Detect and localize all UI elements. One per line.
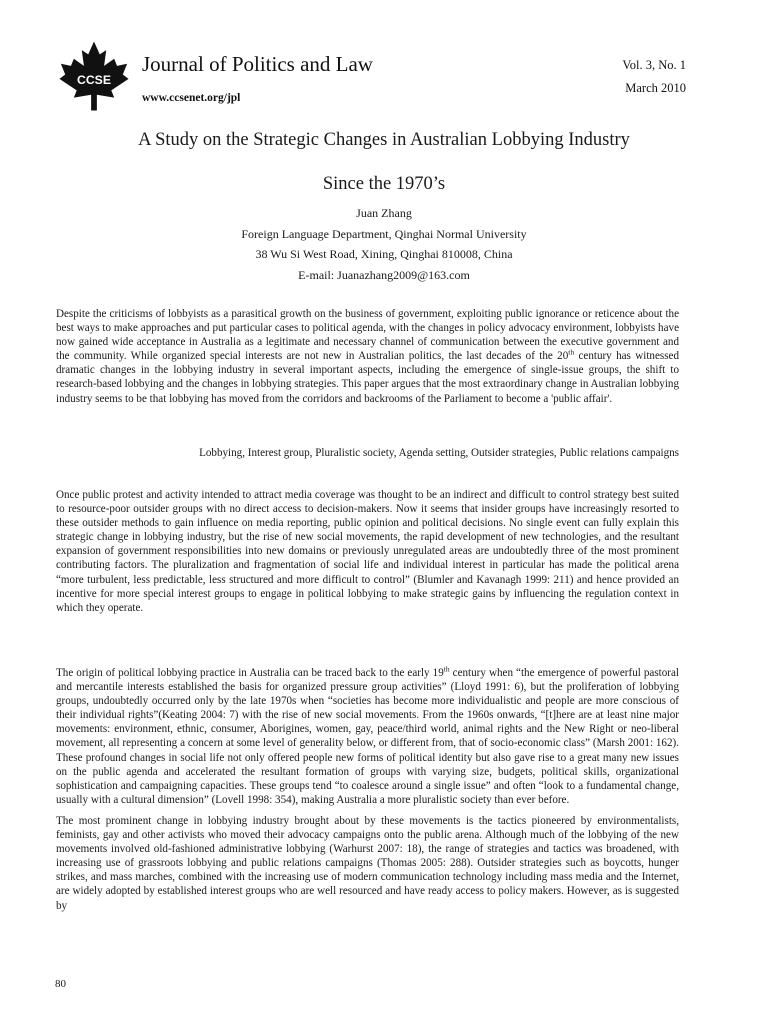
- abstract-text-a: Despite the criticisms of lobbyists as a parasitical growth on the business of government, exploiting public ignorance or reticence about the best ways to make approaches and put particular cases to political agenda, with the changes in policy advocacy environment, lobbyists have now gained wide acceptance in Australia as a legitimate and necessary channel of communication between the executive government and the community. While organized special interests are not new in Australian politics, the last decades of the 20: [56, 308, 679, 363]
- abstract: [56, 307, 679, 413]
- author-info: [40, 203, 728, 285]
- section-origin: [56, 666, 679, 920]
- body-text-a: The origin of political lobbying practice in Australia can be traced back to the early 19: [56, 667, 444, 679]
- section-introduction: [56, 488, 679, 622]
- author-address: 38 Wu Si West Road, Xining, Qinghai 810008, China: [255, 247, 513, 261]
- journal-url[interactable]: www.ccsenet.org/jpl: [142, 92, 241, 104]
- journal-header: [58, 40, 698, 120]
- body-paragraph: [56, 666, 679, 807]
- abstract-paragraph: [56, 307, 679, 406]
- body-superscript: th: [443, 664, 450, 674]
- page-number: 80: [55, 978, 66, 990]
- article-title: [40, 128, 728, 196]
- logo-text: CCSE: [77, 72, 111, 87]
- body-paragraph: Once public protest and activity intended to attract media coverage was thought to be an indirect and difficult to control strategy best suited to resource-poor outsider groups with no direct access to decision-makers. Now it seems that insider groups have increasingly resorted to these outsider methods to gain influence on media reporting, public opinion and political decisions. No single event can fully explain this strategic change in lobbying industry, but the rise of new social movements, the rapid development of new technologies, and the resultant expansion of government responsibilities into new domains or previously unregulated areas are undoubtedly three of the most prominent contributing factors. The pluralization and fragmentation of social life and individual interest in particular has made the political arena “more turbulent, less predictable, less structured and more difficult to control” (Blumler and Kavanagh 1999: 211) and hence provided an incentive for more special interest groups to engage in political lobbying to make strategic gains by influencing the regulation context in which they operate.: [56, 489, 679, 614]
- issue-date: March 2010: [625, 81, 686, 95]
- maple-leaf-logo-icon: [58, 40, 130, 112]
- abstract-superscript: th: [568, 347, 575, 357]
- author-email[interactable]: E-mail: Juanazhang2009@163.com: [298, 267, 470, 282]
- journal-title: Journal of Politics and Law: [142, 52, 373, 76]
- body-text-b: century when “the emergence of powerful pastoral and mercantile interests established the basis for organized pressure group activities” (Lloyd 1991: 6), but the proliferation of lobbying groups, undoubtedly occurred only by the late 1970s when “societies has become more individualistic and people are more conscious of their individual rights”(Keating 2004: 7) with the rise of new social movements. From the 1960s onwards, “[t]here are at least nine major movements: environment, ethnic, consumer, Aborigines, women, gay, peace/third world, animal rights and the New Right or neo-liberal movement, all representing a concern at some level of generality below, or different from, that of socio-economic class” (Marsh 2001: 162). These profound changes in social life not only offered people new forms of political identity but also gave rise to a great many new issues on the public agenda and accelerated the resultant formation of groups with varying size, budgets, political skills, organizational sophistication and campaigning capacities. These groups tend “to coalesce around a single issue” and often “look to a fundamental change, usually with a cultural dimension” (Lovell 1998: 354), making Australia a more pluralistic society than ever before.: [56, 667, 679, 806]
- volume-number: Vol. 3, No. 1: [622, 58, 686, 72]
- author-name: Juan Zhang: [356, 206, 412, 220]
- title-line-1: A Study on the Strategic Changes in Australian Lobbying Industry: [138, 130, 630, 150]
- title-line-2: Since the 1970’s: [322, 174, 446, 194]
- author-affiliation: Foreign Language Department, Qinghai Normal University: [241, 226, 527, 241]
- abstract-text-b: century has witnessed dramatic changes in the lobbying industry in several important aspects, including the emergence of single-issue groups, the shift to research-based lobbying and the changes in lobbying strategies. This paper argues that the most extraordinary change in Australian lobbying industry seems to be that lobbying has moved from the corridors and backrooms of the Parliament to become a 'public affair'.: [56, 350, 679, 405]
- keywords: Lobbying, Interest group, Pluralistic society, Agenda setting, Outsider strategies, Public relations campaigns: [199, 447, 679, 459]
- body-paragraph: The most prominent change in lobbying industry brought about by these movements is the tactics pioneered by environmentalists, feminists, gay and other activists who moved their advocacy campaigns onto the public arena. Although much of the lobbying of the new movements involved old-fashioned administrative lobbying (Warhurst 2007: 18), the range of strategies and tactics was broadened, with increasing use of grassroots lobbying and public relations campaigns (Thomas 2005: 288). Outsider strategies such as boycotts, hunger strikes, and mass marches, combined with the increasing use of modern communication technology including mass media and the Internet, are widely adopted by established interest groups who are well resourced and have ready access to policy makers. However, as is suggested by: [56, 814, 679, 912]
